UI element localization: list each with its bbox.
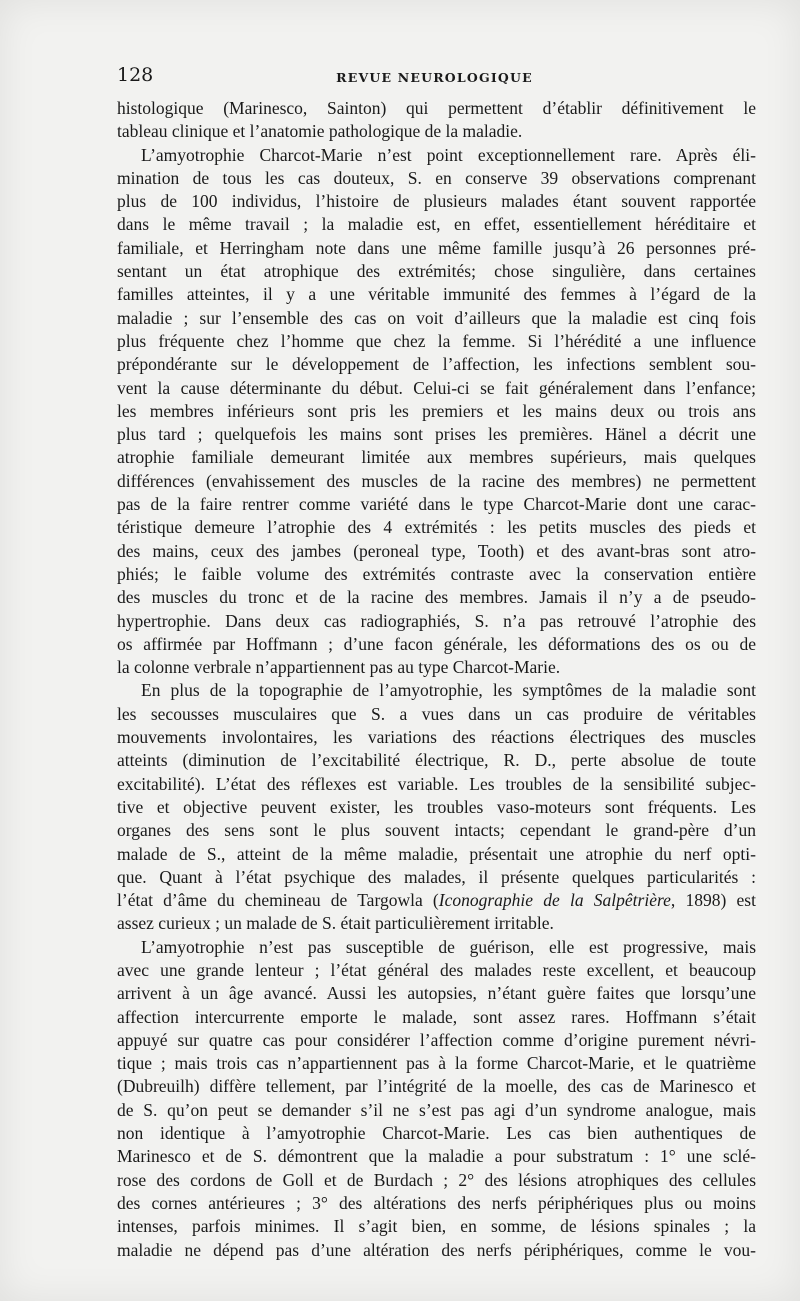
text-line: excitabilité). L’état des réflexes est variable. Les troubles de la sensibilité subjec- bbox=[117, 773, 756, 794]
text-line: des cornes antérieures ; 3° des altérations des nerfs périphériques plus ou moins bbox=[117, 1192, 756, 1213]
text-line: mouvements involontaires, les variations des réactions électriques des muscles bbox=[117, 727, 756, 748]
text-line-with-citation bbox=[117, 889, 756, 912]
text-line: plus fréquente chez l’homme que chez la femme. Si l’hérédité a une influence bbox=[117, 330, 756, 351]
text-line: tique ; mais trois cas n’appartiennent pas à la forme Charcot-Marie, et le quatrième bbox=[117, 1053, 756, 1074]
text-line: différences (envahissement des muscles de la racine des membres) ne permettent bbox=[117, 470, 756, 491]
text-line: histologique (Marinesco, Sainton) qui permettent d’établir définitivement le bbox=[117, 98, 756, 118]
text-line: plus tard ; quelquefois les mains sont prises les premières. Hänel a décrit une bbox=[117, 424, 756, 445]
text-line: intenses, parfois minimes. Il s’agit bien, en somme, de lésions spinales ; la bbox=[117, 1216, 756, 1237]
citation-suffix: , 1898) est bbox=[670, 890, 756, 911]
text-line: organes des sens sont le plus souvent intacts; cependant le grand-père d’un bbox=[117, 820, 756, 841]
text-line: prépondérante sur le développement de l’affection, les infections semblent sou- bbox=[117, 354, 756, 375]
text-line: tive et objective peuvent exister, les troubles vaso-moteurs sont fréquents. Les bbox=[117, 796, 756, 817]
text-line: les membres inférieurs sont pris les premiers et les mains deux ou trois ans bbox=[117, 400, 756, 421]
text-line: maladie ne dépend pas d’une altération des nerfs périphériques, comme le vou- bbox=[117, 1239, 756, 1260]
text-line: familles atteintes, il y a une véritable immunité des femmes à l’égard de la bbox=[117, 284, 756, 305]
citation-title: Iconographie de la Salpêtrière bbox=[438, 890, 671, 911]
text-line: rose des cordons de Goll et de Burdach ; 2° des lésions atrophiques des cellules bbox=[117, 1169, 756, 1190]
citation-prefix: l’état d’âme du chemineau de Targowla ( bbox=[117, 890, 439, 911]
text-line: Marinesco et de S. démontrent que la maladie a pour substratum : 1° une sclé- bbox=[117, 1146, 756, 1167]
text-line: que. Quant à l’état psychique des malades, il présente quelques particularités : bbox=[117, 866, 756, 887]
text-line: les secousses musculaires que S. a vues dans un cas produire de véritables bbox=[117, 703, 756, 724]
text-line: de S. qu’on peut se demander s’il ne s’est pas agi d’un syndrome analogue, mais bbox=[117, 1099, 756, 1120]
text-line: hypertrophie. Dans deux cas radiographiés, S. n’a pas retrouvé l’atrophie des bbox=[117, 610, 756, 631]
text-line: tableau clinique et l’anatomie pathologique de la maladie. bbox=[117, 121, 523, 142]
text-line: sentant un état atrophique des extrémités; chose singulière, dans certaines bbox=[117, 261, 756, 282]
text-line: (Dubreuilh) diffère tellement, par l’intégrité de la moelle, des cas de Marinesco et bbox=[117, 1076, 756, 1097]
text-line: appuyé sur quatre cas pour considérer l’affection comme d’origine purement névri- bbox=[117, 1029, 756, 1050]
text-line: L’amyotrophie Charcot-Marie n’est point exceptionnellement rare. Après éli- bbox=[141, 144, 756, 165]
text-line: non identique à l’amyotrophie Charcot-Marie. Les cas bien authentiques de bbox=[117, 1123, 756, 1144]
text-line: familiale, et Herringham note dans une même famille jusqu’à 26 personnes pré- bbox=[117, 237, 756, 258]
text-line: assez curieux ; un malade de S. était particulièrement irritable. bbox=[117, 913, 554, 934]
body-text bbox=[117, 97, 756, 1262]
text-line: phiés; le faible volume des extrémités contraste avec la conservation entière bbox=[117, 563, 756, 584]
page-number: 128 bbox=[117, 64, 154, 86]
text-line: téristique demeure l’atrophie des 4 extrémités : les petits muscles des pieds et bbox=[117, 517, 756, 538]
text-line: dans le même travail ; la maladie est, en effet, essentiellement héréditaire et bbox=[117, 214, 756, 235]
text-line: En plus de la topographie de l’amyotrophie, les symptômes de la maladie sont bbox=[141, 680, 756, 701]
text-line: la colonne verbrale n’appartiennent pas au type Charcot-Marie. bbox=[117, 657, 561, 678]
text-line: pas de la faire rentrer comme variété dans le type Charcot-Marie dont une carac- bbox=[117, 494, 756, 515]
text-line: L’amyotrophie n’est pas susceptible de guérison, elle est progressive, mais bbox=[141, 936, 756, 957]
text-line: atteints (diminution de l’excitabilité électrique, R. D., perte absolue de toute bbox=[117, 750, 756, 771]
text-line: vent la cause déterminante du début. Celui-ci se fait généralement dans l’enfance; bbox=[117, 377, 756, 398]
text-line: des muscles du tronc et de la racine des membres. Jamais il n’y a de pseudo- bbox=[117, 587, 756, 608]
text-line: des mains, ceux des jambes (peroneal type, Tooth) et des avant-bras sont atro- bbox=[117, 540, 756, 561]
text-line: atrophie familiale demeurant limitée aux membres supérieurs, mais quelques bbox=[117, 447, 756, 468]
text-line: avec une grande lenteur ; l’état général des malades reste excellent, et beaucoup bbox=[117, 959, 756, 980]
text-line: affection intercurrente emporte le malade, sont assez rares. Hoffmann s’était bbox=[117, 1006, 756, 1027]
text-line: plus de 100 individus, l’histoire de plusieurs malades étant souvent rapportée bbox=[117, 191, 756, 212]
text-line: os affirmée par Hoffmann ; d’une facon générale, les déformations des os ou de bbox=[117, 633, 756, 654]
text-line: arrivent à un âge avancé. Aussi les autopsies, n’étant guère faites que lorsqu’une bbox=[117, 983, 756, 1004]
text-line: malade de S., atteint de la même maladie, présentait une atrophie du nerf opti- bbox=[117, 843, 756, 864]
page-header bbox=[117, 60, 752, 90]
text-line: maladie ; sur l’ensemble des cas on voit d’ailleurs que la maladie est cinq fois bbox=[117, 307, 756, 328]
text-line: mination de tous les cas douteux, S. en conserve 39 observations comprenant bbox=[117, 167, 756, 188]
running-head-title: REVUE NEUROLOGIQUE bbox=[336, 70, 533, 85]
